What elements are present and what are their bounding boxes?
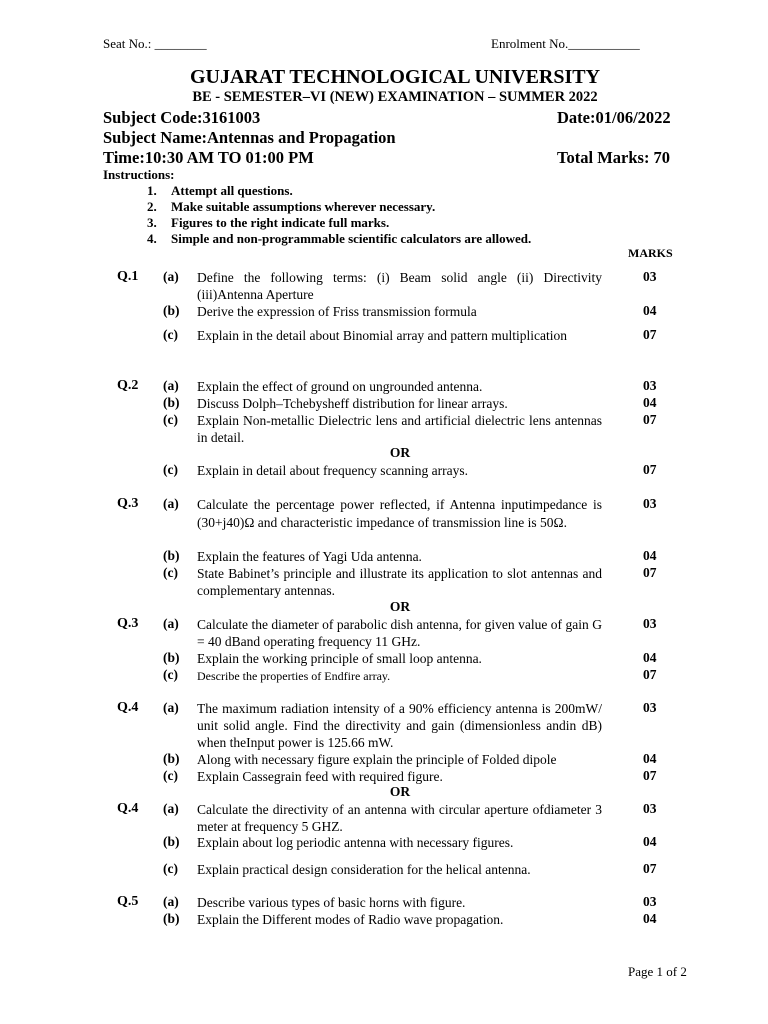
part-label: (c) bbox=[163, 768, 178, 783]
part-label: (b) bbox=[163, 650, 180, 665]
part-label: (a) bbox=[163, 700, 179, 715]
question-marks: 03 bbox=[643, 378, 657, 393]
part-label: (c) bbox=[163, 327, 178, 342]
marks-heading: MARKS bbox=[628, 246, 673, 260]
question-number: Q.4 bbox=[117, 801, 139, 816]
question-number: Q.4 bbox=[117, 700, 139, 715]
question-text: Explain in detail about frequency scanning arrays. bbox=[197, 463, 469, 478]
part-label: (b) bbox=[163, 751, 180, 766]
instruction-number: 4. bbox=[147, 231, 157, 246]
instruction-number: 3. bbox=[147, 215, 157, 230]
question-text: Explain the Different modes of Radio wave propagation. bbox=[197, 912, 504, 927]
question-marks: 07 bbox=[643, 327, 657, 342]
question-text: State Babinet’s principle and illustrate its application to slot antennas and complementary antennas. bbox=[197, 566, 602, 598]
seat-number: Seat No.: ________ bbox=[103, 36, 207, 51]
instruction-text: Figures to the right indicate full marks. bbox=[171, 215, 390, 230]
question-text: Discuss Dolph–Tchebysheff distribution for linear arrays. bbox=[197, 396, 508, 411]
question-marks: 03 bbox=[643, 496, 657, 511]
question-number: Q.3 bbox=[117, 616, 139, 631]
instruction-text: Make suitable assumptions wherever necessary. bbox=[171, 199, 436, 214]
subject-code: Subject Code:3161003 bbox=[103, 108, 261, 127]
instructions-heading: Instructions: bbox=[103, 167, 175, 182]
question-text: Explain the working principle of small loop antenna. bbox=[197, 651, 482, 666]
part-label: (c) bbox=[163, 565, 178, 580]
question-text: Explain in the detail about Binomial array and pattern multiplication bbox=[197, 328, 568, 343]
part-label: (a) bbox=[163, 269, 179, 284]
exam-date: Date:01/06/2022 bbox=[557, 108, 671, 127]
part-label: (c) bbox=[163, 667, 178, 682]
question-text: Calculate the diameter of parabolic dish antenna, for given value of gain G = 40 dBand operating frequency 11 GHz. bbox=[197, 617, 602, 649]
question-number: Q.3 bbox=[117, 496, 139, 511]
question-marks: 04 bbox=[643, 834, 657, 849]
part-label: (a) bbox=[163, 894, 179, 909]
instruction-text: Attempt all questions. bbox=[171, 183, 293, 198]
or-divider: OR bbox=[389, 445, 411, 460]
question-marks: 04 bbox=[643, 650, 657, 665]
part-label: (c) bbox=[163, 462, 178, 477]
part-label: (b) bbox=[163, 395, 180, 410]
question-marks: 04 bbox=[643, 548, 657, 563]
question-marks: 07 bbox=[643, 462, 657, 477]
part-label: (c) bbox=[163, 412, 178, 427]
enrolment-number: Enrolment No.___________ bbox=[491, 36, 640, 51]
question-text: Explain practical design consideration for the helical antenna. bbox=[197, 862, 531, 877]
question-marks: 07 bbox=[643, 667, 657, 682]
question-number: Q.5 bbox=[117, 894, 139, 909]
exam-title: BE - SEMESTER–VI (NEW) EXAMINATION – SUMMER 2022 bbox=[192, 89, 598, 105]
instruction-number: 2. bbox=[147, 199, 157, 214]
question-text: Describe various types of basic horns with figure. bbox=[197, 895, 466, 910]
or-divider: OR bbox=[389, 599, 411, 614]
question-marks: 03 bbox=[643, 269, 657, 284]
question-marks: 04 bbox=[643, 911, 657, 926]
question-text: Calculate the percentage power reflected, if Antenna inputimpedance is (30+j40)Ω and characteristic impedance of transmission line is 50Ω. bbox=[197, 497, 602, 530]
question-number: Q.1 bbox=[117, 269, 139, 284]
question-text: Derive the expression of Friss transmission formula bbox=[197, 304, 477, 319]
total-marks: Total Marks: 70 bbox=[557, 148, 671, 167]
question-marks: 03 bbox=[643, 801, 657, 816]
exam-time: Time:10:30 AM TO 01:00 PM bbox=[103, 148, 314, 167]
part-label: (a) bbox=[163, 616, 179, 631]
instruction-number: 1. bbox=[147, 183, 157, 198]
question-text: Along with necessary figure explain the principle of Folded dipole bbox=[197, 752, 557, 767]
question-text: Explain Cassegrain feed with required figure. bbox=[197, 769, 443, 784]
part-label: (b) bbox=[163, 548, 180, 563]
question-marks: 03 bbox=[643, 894, 657, 909]
question-text: Explain the features of Yagi Uda antenna. bbox=[197, 549, 422, 564]
question-text: Define the following terms: (i) Beam solid angle (ii) Directivity (iii)Antenna Aperture bbox=[197, 270, 602, 302]
question-text: Calculate the directivity of an antenna with circular aperture ofdiameter 3 meter at frequency 5 GHZ. bbox=[197, 802, 602, 834]
question-marks: 03 bbox=[643, 700, 657, 715]
question-text: Explain about log periodic antenna with necessary figures. bbox=[197, 835, 514, 850]
question-marks: 04 bbox=[643, 303, 657, 318]
question-text: Explain the effect of ground on ungrounded antenna. bbox=[197, 379, 483, 394]
question-number: Q.2 bbox=[117, 378, 139, 393]
question-marks: 07 bbox=[643, 861, 657, 876]
question-marks: 04 bbox=[643, 395, 657, 410]
page-number: Page 1 of 2 bbox=[628, 964, 687, 979]
part-label: (a) bbox=[163, 801, 179, 816]
university-title: GUJARAT TECHNOLOGICAL UNIVERSITY bbox=[189, 66, 601, 88]
question-text: Explain Non-metallic Dielectric lens and artificial dielectric lens antennas in detail. bbox=[197, 413, 602, 445]
part-label: (c) bbox=[163, 861, 178, 876]
question-marks: 03 bbox=[643, 616, 657, 631]
part-label: (a) bbox=[163, 496, 179, 511]
part-label: (b) bbox=[163, 303, 180, 318]
question-text: Describe the properties of Endfire array. bbox=[197, 669, 391, 683]
instruction-text: Simple and non-programmable scientific calculators are allowed. bbox=[171, 231, 532, 246]
part-label: (b) bbox=[163, 834, 180, 849]
or-divider: OR bbox=[389, 784, 411, 799]
question-text: The maximum radiation intensity of a 90% efficiency antenna is 200mW/ unit solid angle. Find the directivity and gain (dimensionless andin dB) when theInput power is 125.66 mW. bbox=[197, 701, 602, 750]
subject-name: Subject Name:Antennas and Propagation bbox=[103, 128, 396, 147]
part-label: (a) bbox=[163, 378, 179, 393]
question-marks: 04 bbox=[643, 751, 657, 766]
question-marks: 07 bbox=[643, 412, 657, 427]
part-label: (b) bbox=[163, 911, 180, 926]
question-marks: 07 bbox=[643, 565, 657, 580]
question-marks: 07 bbox=[643, 768, 657, 783]
